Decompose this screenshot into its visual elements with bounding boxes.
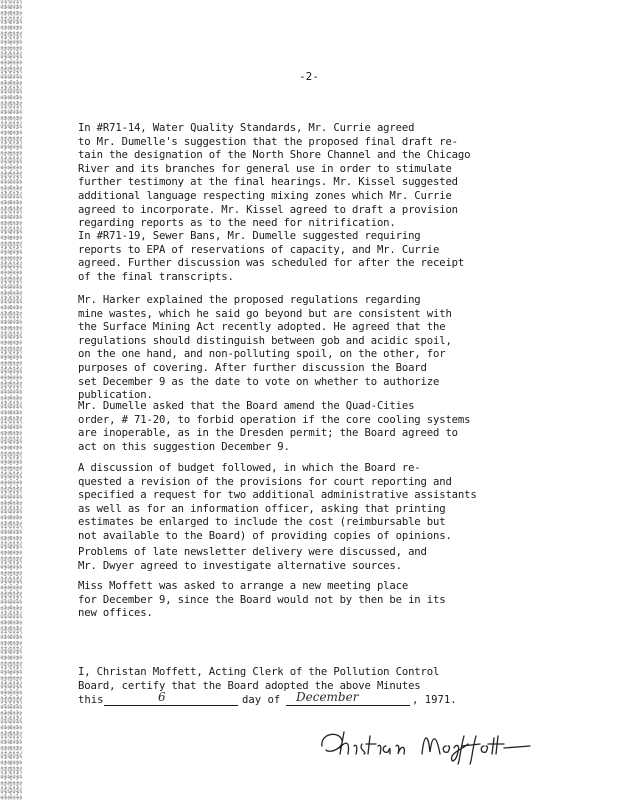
certification-line: I, Christan Moffett, Acting Clerk of the Pollution Control xyxy=(78,666,440,678)
paragraph-water-quality xyxy=(78,122,538,231)
month-value: December xyxy=(296,690,359,704)
paragraph-line: to Mr. Dumelle's suggestion that the proposed final draft re- xyxy=(78,135,458,148)
paragraph-meeting-place xyxy=(78,580,538,621)
paragraph-line: on the one hand, and non-polluting spoil, on the other, for xyxy=(78,348,446,361)
paragraph-line: further testimony at the final hearings. Mr. Kissel suggested xyxy=(78,176,458,189)
paragraph-line: In #R71-14, Water Quality Standards, Mr. Currie agreed xyxy=(78,122,415,134)
paragraph-line: regarding reports as to the need for nitrification. xyxy=(78,217,396,230)
paragraph-newsletter xyxy=(78,546,538,573)
paragraph-line: agreed to incorporate. Mr. Kissel agreed to draft a provision xyxy=(78,203,458,216)
paragraph-quad-cities xyxy=(78,400,538,454)
paragraph-line: tain the designation of the North Shore Channel and the Chicago xyxy=(78,149,471,162)
paragraph-line: reports to EPA of reservations of capacity, and Mr. Currie xyxy=(78,243,440,256)
month-blank-line xyxy=(286,705,410,706)
paragraph-line: mine wastes, which he said go beyond but are consistent with xyxy=(78,307,452,320)
paragraph-line: In #R71-19, Sewer Bans, Mr. Dumelle suggested requiring xyxy=(78,230,421,242)
page-number: -2- xyxy=(299,70,319,83)
paragraph-line: the Surface Mining Act recently adopted. He agreed that the xyxy=(78,321,446,334)
paragraph-line: not available to the Board) of providing copies of opinions. xyxy=(78,529,452,542)
paragraph-line: as well as for an information officer, asking that printing xyxy=(78,502,446,515)
paragraph-line: Miss Moffett was asked to arrange a new meeting place xyxy=(78,580,409,592)
paragraph-line: purposes of covering. After further discussion the Board xyxy=(78,361,427,374)
paragraph-line: quested a revision of the provisions for court reporting and xyxy=(78,475,452,488)
year-text: , 1971. xyxy=(412,694,457,706)
paragraph-line: are inoperable, as in the Dresden permit; the Board agreed to xyxy=(78,427,458,440)
certification-line: Board, certify that the Board adopted the above Minutes xyxy=(78,679,421,692)
paragraph-line: additional language respecting mixing zones which Mr. Currie xyxy=(78,189,452,202)
paragraph-line: new offices. xyxy=(78,607,153,620)
paragraph-line: regulations should distinguish between gob and acidic spoil, xyxy=(78,334,452,347)
paragraph-line: Problems of late newsletter delivery were discussed, and xyxy=(78,546,427,558)
paragraph-line: specified a request for two additional administrative assistants xyxy=(78,489,477,502)
paragraph-line: A discussion of budget followed, in which the Board re- xyxy=(78,462,421,474)
day-of-label: day of xyxy=(242,694,281,706)
paragraph-line: for December 9, since the Board would not by then be in its xyxy=(78,593,446,606)
paragraph-line: publication. xyxy=(78,389,153,402)
paragraph-line: River and its branches for general use in order to stimulate xyxy=(78,162,452,175)
handwritten-signature xyxy=(318,724,538,766)
paragraph-line: agreed. Further discussion was scheduled for after the receipt xyxy=(78,257,465,270)
paragraph-line: Mr. Harker explained the proposed regulations regarding xyxy=(78,294,421,306)
paragraph-line: of the final transcripts. xyxy=(78,270,234,283)
scanned-page-edge xyxy=(0,0,22,800)
paragraph-line: Mr. Dwyer agreed to investigate alternative sources. xyxy=(78,559,402,572)
paragraph-line: Mr. Dumelle asked that the Board amend the Quad-Cities xyxy=(78,400,415,412)
paragraph-line: estimates be enlarged to include the cost (reimbursable but xyxy=(78,516,446,529)
paragraph-line: order, # 71-20, to forbid operation if the core cooling systems xyxy=(78,413,471,426)
day-blank-line xyxy=(104,705,238,706)
paragraph-line: set December 9 as the date to vote on whether to authorize xyxy=(78,375,440,388)
paragraph-line: act on this suggestion December 9. xyxy=(78,440,290,453)
this-label: this xyxy=(78,694,104,706)
paragraph-budget xyxy=(78,462,538,544)
paragraph-mine-wastes xyxy=(78,294,538,403)
paragraph-sewer-bans xyxy=(78,230,538,284)
day-value: 6 xyxy=(158,690,166,704)
